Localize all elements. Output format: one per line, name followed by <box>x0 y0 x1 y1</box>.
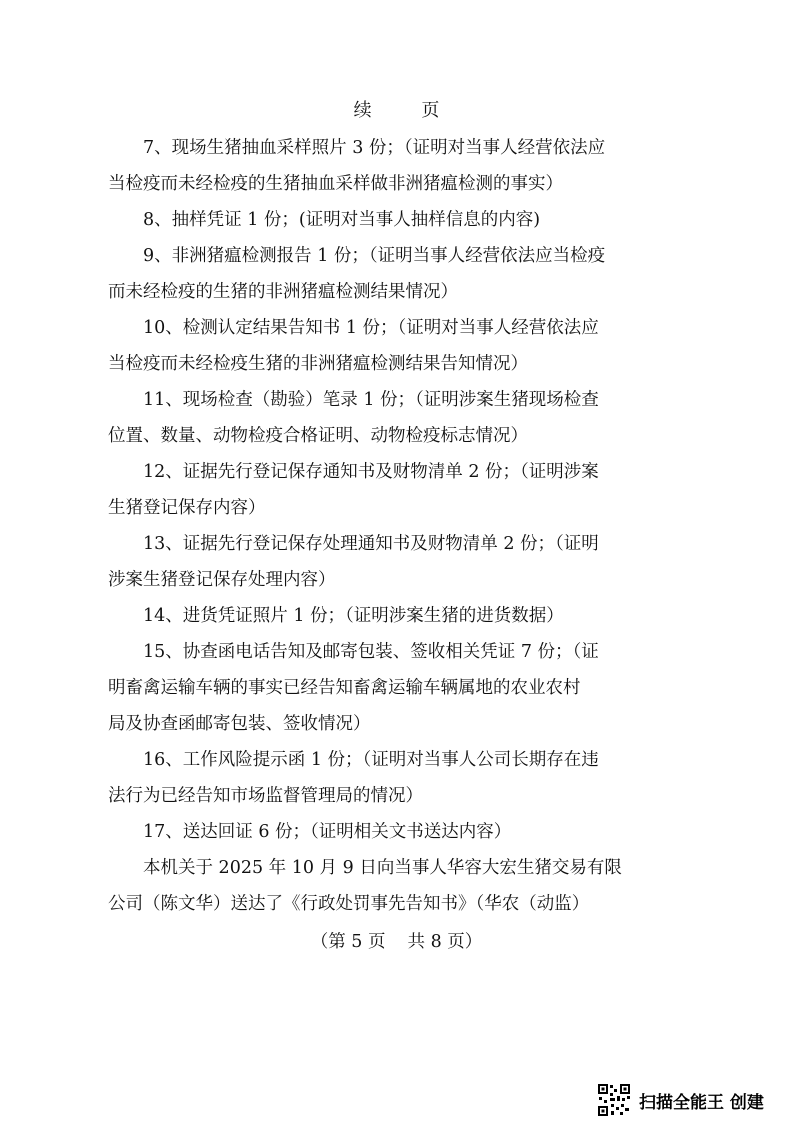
text-line: 当检疫而未经检疫生猪的非洲猪瘟检测结果告知情况） <box>108 354 528 374</box>
text-line: 生猪登记保存内容） <box>108 498 266 518</box>
page-number: （第 5 页 <box>310 932 386 952</box>
evidence-item <box>108 634 668 742</box>
evidence-item <box>108 814 668 850</box>
text-line: 16、工作风险提示函 1 份；（证明对当事人公司长期存在违 <box>143 750 599 770</box>
text-line: 10、检测认定结果告知书 1 份；（证明对当事人经营依法应 <box>143 318 599 338</box>
evidence-item <box>108 382 668 454</box>
evidence-item <box>108 850 668 922</box>
text-line: 9、非洲猪瘟检测报告 1 份；（证明当事人经营依法应当检疫 <box>143 246 606 266</box>
text-line: 8、抽样凭证 1 份；(证明对当事人抽样信息的内容) <box>143 210 541 230</box>
text-line: 13、证据先行登记保存处理通知书及财物清单 2 份；（证明 <box>143 534 599 554</box>
page-total: 共 8 页） <box>407 932 483 952</box>
evidence-item <box>108 130 668 202</box>
evidence-item <box>108 742 668 814</box>
brand-text: 扫描全能王 创建 <box>639 1092 764 1113</box>
page-heading: 续 页 <box>353 100 462 121</box>
text-line: 7、现场生猪抽血采样照片 3 份；（证明对当事人经营依法应 <box>143 138 606 158</box>
text-line: 位置、数量、动物检疫合格证明、动物检疫标志情况） <box>108 426 528 446</box>
text-line: 15、协查函电话告知及邮寄包装、签收相关凭证 7 份；（证 <box>143 642 599 662</box>
qr-code-icon <box>597 1083 631 1117</box>
text-line: 公司（陈文华）送达了《行政处罚事先告知书》（华农（动监） <box>108 894 590 914</box>
text-line: 12、证据先行登记保存通知书及财物清单 2 份；（证明涉案 <box>143 462 599 482</box>
text-line: 涉案生猪登记保存处理内容） <box>108 570 336 590</box>
page-number-footer <box>0 928 793 953</box>
evidence-item <box>108 202 668 238</box>
text-line: 11、现场检查（勘验）笔录 1 份；（证明涉案生猪现场检查 <box>143 390 599 410</box>
evidence-item <box>108 238 668 310</box>
text-line: 而未经检疫的生猪的非洲猪瘟检测结果情况） <box>108 282 458 302</box>
evidence-item <box>108 454 668 526</box>
text-line: 本机关于 2025 年 10 月 9 日向当事人华容大宏生猪交易有限 <box>143 858 622 878</box>
text-line: 明畜禽运输车辆的事实已经告知畜禽运输车辆属地的农业农村 <box>108 678 581 698</box>
scanner-watermark <box>597 1083 764 1117</box>
text-line: 法行为已经告知市场监督管理局的情况） <box>108 786 423 806</box>
evidence-item <box>108 526 668 598</box>
evidence-item <box>108 310 668 382</box>
text-line: 当检疫而未经检疫的生猪抽血采样做非洲猪瘟检测的事实） <box>108 174 563 194</box>
text-line: 14、进货凭证照片 1 份；（证明涉案生猪的进货数据） <box>143 606 564 626</box>
text-line: 局及协查函邮寄包装、签收情况） <box>108 714 371 734</box>
evidence-item <box>108 598 668 634</box>
evidence-list <box>108 130 668 922</box>
text-line: 17、送达回证 6 份；（证明相关文书送达内容） <box>143 822 512 842</box>
